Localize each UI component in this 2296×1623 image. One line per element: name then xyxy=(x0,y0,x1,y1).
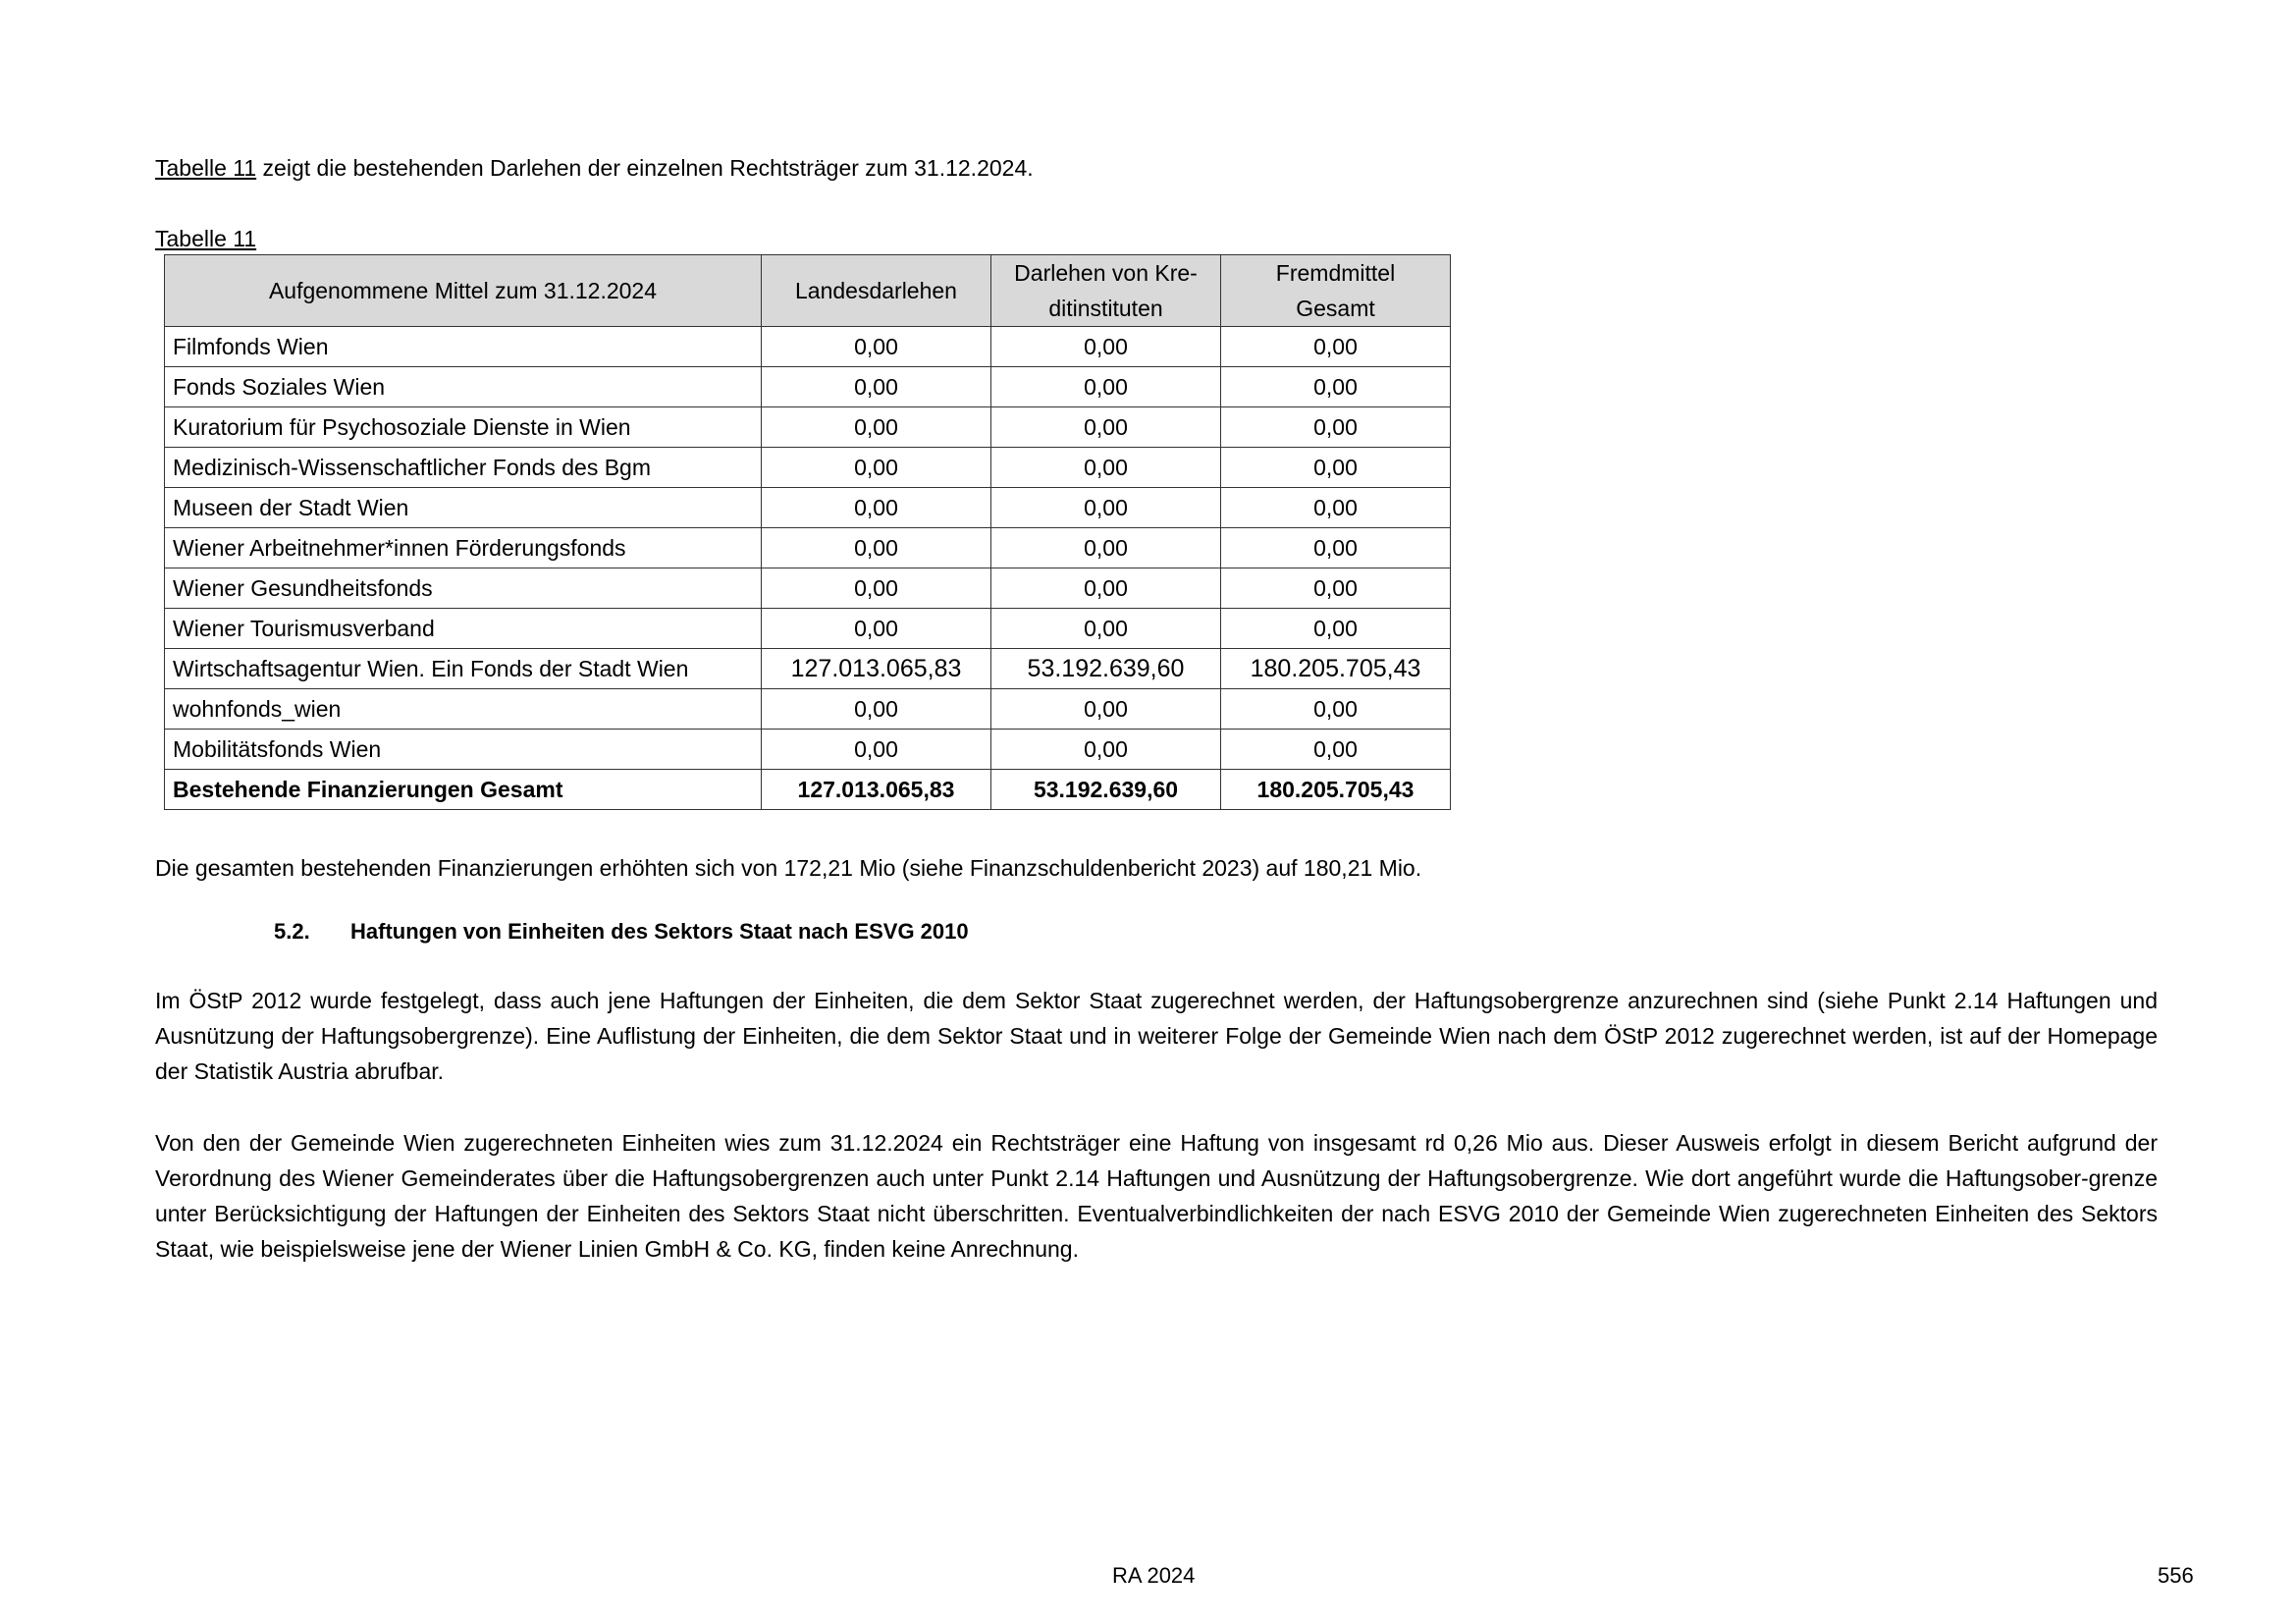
gesamt-cell: 0,00 xyxy=(1221,689,1451,730)
row-name-cell: Wirtschaftsagentur Wien. Ein Fonds der Stadt Wien xyxy=(165,649,762,689)
landesdarlehen-cell: 0,00 xyxy=(762,327,991,367)
landesdarlehen-cell: 0,00 xyxy=(762,367,991,407)
kredit-cell: 0,00 xyxy=(991,488,1221,528)
table-row xyxy=(165,649,1451,689)
row-name-cell: Kuratorium für Psychosoziale Dienste in Wien xyxy=(165,407,762,448)
landesdarlehen-cell: 0,00 xyxy=(762,528,991,568)
header-aufgenommene-mittel: Aufgenommene Mittel zum 31.12.2024 xyxy=(165,255,762,327)
kredit-cell: 0,00 xyxy=(991,327,1221,367)
row-name-cell: Fonds Soziales Wien xyxy=(165,367,762,407)
paragraph-haftung: Von den der Gemeinde Wien zugerechneten Einheiten wies zum 31.12.2024 ein Rechtsträger eine Haftung von insgesamt rd 0,26 Mio aus. Dieser Ausweis erfolgt in diesem Bericht aufgrund der Verordnung des Wiener Gemeinderates über die Haftungsobergrenzen auch unter Punkt 2.14 Haftungen und Ausnützung der Haftungsobergrenze. Wie dort angeführt wurde die Haftungsober-grenze unter Berücksichtigung der Haftungen der Einheiten des Sektors Staat nicht überschritten. Eventualverbindlichkeiten der nach ESVG 2010 der Gemeinde Wien zugerechneten Einheiten des Sektors Staat, wie beispielsweise jene der Wiener Linien GmbH & Co. KG, finden keine Anrechnung. xyxy=(155,1130,2158,1262)
section-number: 5.2. xyxy=(274,919,310,944)
landesdarlehen-cell: 127.013.065,83 xyxy=(762,649,991,689)
table-row xyxy=(165,730,1451,770)
landesdarlehen-cell: 0,00 xyxy=(762,730,991,770)
header-darlehen-kreditinstitute: Darlehen von Kre- ditinstituten xyxy=(991,255,1221,327)
row-name-cell: Wiener Arbeitnehmer*innen Förderungsfonds xyxy=(165,528,762,568)
landesdarlehen-cell: 0,00 xyxy=(762,689,991,730)
gesamt-cell: 0,00 xyxy=(1221,407,1451,448)
header-fremdmittel-gesamt: Fremdmittel Gesamt xyxy=(1221,255,1451,327)
landesdarlehen-cell: 0,00 xyxy=(762,448,991,488)
gesamt-cell: 0,00 xyxy=(1221,528,1451,568)
landesdarlehen-cell: 0,00 xyxy=(762,609,991,649)
kredit-cell: 0,00 xyxy=(991,528,1221,568)
total-gesamt-cell: 180.205.705,43 xyxy=(1221,770,1451,810)
gesamt-cell: 0,00 xyxy=(1221,568,1451,609)
kredit-cell: 53.192.639,60 xyxy=(991,649,1221,689)
table-row xyxy=(165,488,1451,528)
table-row xyxy=(165,568,1451,609)
kredit-cell: 0,00 xyxy=(991,730,1221,770)
table-row xyxy=(165,367,1451,407)
row-name-cell: Wiener Tourismusverband xyxy=(165,609,762,649)
gesamt-cell: 0,00 xyxy=(1221,488,1451,528)
loans-table xyxy=(164,254,1451,810)
row-name-cell: Medizinisch-Wissenschaftlicher Fonds des Bgm xyxy=(165,448,762,488)
table-row xyxy=(165,689,1451,730)
table-row xyxy=(165,609,1451,649)
kredit-cell: 0,00 xyxy=(991,568,1221,609)
landesdarlehen-cell: 0,00 xyxy=(762,568,991,609)
kredit-cell: 0,00 xyxy=(991,609,1221,649)
kredit-cell: 0,00 xyxy=(991,407,1221,448)
table-row xyxy=(165,327,1451,367)
row-name-cell: Mobilitätsfonds Wien xyxy=(165,730,762,770)
section-title: Haftungen von Einheiten des Sektors Staat nach ESVG 2010 xyxy=(350,919,969,944)
gesamt-cell: 180.205.705,43 xyxy=(1221,649,1451,689)
row-name-cell: wohnfonds_wien xyxy=(165,689,762,730)
header-landesdarlehen: Landesdarlehen xyxy=(762,255,991,327)
row-name-cell: Filmfonds Wien xyxy=(165,327,762,367)
intro-text: zeigt die bestehenden Darlehen der einzelnen Rechtsträger zum 31.12.2024. xyxy=(256,155,1034,181)
row-name-cell: Wiener Gesundheitsfonds xyxy=(165,568,762,609)
gesamt-cell: 0,00 xyxy=(1221,448,1451,488)
table-caption: Tabelle 11 xyxy=(155,226,257,251)
gesamt-cell: 0,00 xyxy=(1221,327,1451,367)
summary-sentence: Die gesamten bestehenden Finanzierungen erhöhten sich von 172,21 Mio (siehe Finanzschuldenbericht 2023) auf 180,21 Mio. xyxy=(155,855,1422,881)
table-header-row xyxy=(165,255,1451,327)
table-total-row xyxy=(165,770,1451,810)
landesdarlehen-cell: 0,00 xyxy=(762,488,991,528)
intro-paragraph xyxy=(155,150,1034,186)
paragraph-oestp: Im ÖStP 2012 wurde festgelegt, dass auch jene Haftungen der Einheiten, die dem Sektor Staat zugerechnet werden, der Haftungsobergrenze anzurechnen sind (siehe Punkt 2.14 Haftungen und Ausnützung der Haftungsobergrenze). Eine Auflistung der Einheiten, die dem Sektor Staat und in weiterer Folge der Gemeinde Wien nach dem ÖStP 2012 zugerechnet werden, ist auf der Homepage der Statistik Austria abrufbar. xyxy=(155,988,2158,1084)
gesamt-cell: 0,00 xyxy=(1221,730,1451,770)
section-heading xyxy=(274,914,969,949)
total-landesdarlehen-cell: 127.013.065,83 xyxy=(762,770,991,810)
kredit-cell: 0,00 xyxy=(991,689,1221,730)
kredit-cell: 0,00 xyxy=(991,448,1221,488)
kredit-cell: 0,00 xyxy=(991,367,1221,407)
gesamt-cell: 0,00 xyxy=(1221,367,1451,407)
row-name-cell: Museen der Stadt Wien xyxy=(165,488,762,528)
table-row xyxy=(165,448,1451,488)
gesamt-cell: 0,00 xyxy=(1221,609,1451,649)
table-row xyxy=(165,528,1451,568)
table-row xyxy=(165,407,1451,448)
page-number: 556 xyxy=(2158,1563,2194,1588)
table-reference-link[interactable]: Tabelle 11 xyxy=(155,155,257,181)
footer-report-title: RA 2024 xyxy=(1112,1563,1196,1588)
total-kredit-cell: 53.192.639,60 xyxy=(991,770,1221,810)
total-row-name-cell: Bestehende Finanzierungen Gesamt xyxy=(165,770,762,810)
landesdarlehen-cell: 0,00 xyxy=(762,407,991,448)
